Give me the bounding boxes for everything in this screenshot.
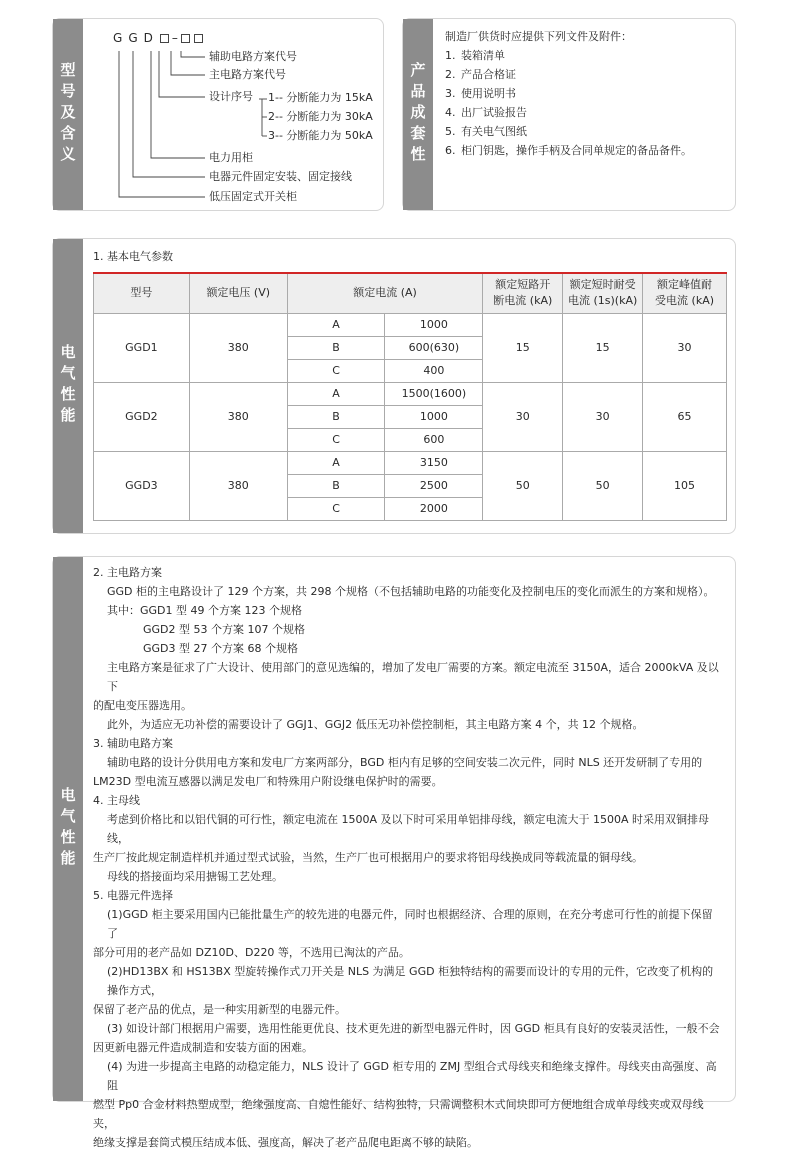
supply-side-label: 产品成套性 (403, 19, 433, 210)
header-short: 额定短路开 断电流 (kA) (483, 273, 563, 313)
s4-title: 4. 主母线 (93, 794, 140, 807)
list-item: 6. 柜门钥匙，操作手柄及合同单规定的备品备件。 (445, 144, 692, 157)
electric-text-card (52, 556, 736, 1149)
table-header-row (94, 273, 727, 313)
list-item: 5. 有关电气图纸 (445, 125, 527, 138)
label-design-opt-3: 3-- 分断能力为 50kA (268, 129, 373, 142)
label-design-opt-2: 2-- 分断能力为 30kA (268, 110, 373, 123)
electric-text-body: 2. 主电路方案 GGD 柜的主电路设计了 129 个方案，共 298 个规格（不包括辅助电路的功能变化及控制电压的变化而派生的方案和规格）。 其中：GGD1 型 49 个方案 123 个规格 GGD2 型 53 个方案 107 个规格 GGD3 型 27 个方案 68 个规格 主电路方案是征求了广大设计、使用部门的意见选编的，增加了发电厂需要的方案。额定电流至 3150A，适合 2000kVA 及以下 的配电变压器选用。 此外，为适应无功补偿的需要设计了 GGJ1、GGJ2 低压无功补偿控制柜，其主电路方案 4 个，共 12 个规格。 3. 辅助电路方案 辅助电路的设计分供用电方案和发电厂方案两部分，BGD 柜内有足够的空间安装二次元件，同时 NLS 还开发研制了专用的 LM23D 型电流互感器以满足发电厂和特殊用户附设继电保护时的需要。 4. 主母线 考虑到价格比和以铝代铜的可行性，额定电流在 1500A 及以下时可采用单铝排母线，额定电流大于 1500A 时采用双铜排母线， 生产厂按此规定制造样机并通过型式试验，当然，生产厂也可根据用户的要求将铝母线换成同等载流量的铜母线。 母线的搭接面均采用搪锡工艺处理。 5. 电器元件选择 (1)GGD 柜主要采用国内已能批量生产的较先进的电器元件，同时也根据经济、合理的原则，在充分考虑可行性的前提下保留了 部分可用的老产品如 DZ10D、D220 等，不选用已淘汰的产品。 (2)HD13BX 和 HS13BX 型旋转操作式刀开关是 NLS 为满足 GGD 柜独特结构的需要而设计的专用的元件，它改变了机构的操作方式， 保留了老产品的优点，是一种实用新型的电器元件。 (3) 如设计部门根据用户需要，选用性能更优良、技术更先进的新型电器元件时，因 GGD 柜具有良好的安装灵活性，一般不会 因更新电器元件造成制造和安装方面的困难。 (4) 为进一步提高主电路的动稳定能力，NLS 设计了 GGD 柜专用的 ZMJ 型组合式母线夹和绝缘支撑件。母线夹由高强度、高阻 燃型 Pp0 合金材料热塑成型，绝缘强度高、自熄性能好、结构独特，只需调整积木式间块即可方便地组合成单母线夹或双母线夹， 绝缘支撑是套筒式模压结成本低、强度高，解决了老产品爬电距离不够的缺陷。 (93, 563, 723, 1152)
header-voltage: 额定电压 (V) (189, 273, 287, 313)
header-short-time: 额定短时耐受 电流 (1s)(kA) (563, 273, 643, 313)
code-letter-g1: G (113, 31, 127, 45)
section-title: 1. 基本电气参数 (93, 250, 173, 263)
table-row: B 600(630) (94, 336, 727, 359)
table-row: B 2500 (94, 474, 727, 497)
supply-intro: 制造厂供货时应提供下列文件及附件： (445, 30, 632, 43)
s3-title: 3. 辅助电路方案 (93, 737, 173, 750)
code-letter-d: D (143, 31, 157, 45)
electric-params-table (93, 272, 727, 521)
electric-side-label: 电气性能 (53, 239, 83, 533)
supply-list (445, 27, 692, 160)
electric-text-side-label: 电气性能 (53, 557, 83, 1101)
list-item: 4. 出厂试验报告 (445, 106, 527, 119)
table-row: C 600 (94, 428, 727, 451)
table-row: GGD1 380 A 1000 15 15 30 (94, 313, 727, 336)
electric-table-card (52, 238, 736, 534)
supply-card (402, 18, 736, 211)
list-item: 2. 产品合格证 (445, 68, 516, 81)
header-model: 型号 (94, 273, 190, 313)
label-design-opt-1: 1-- 分断能力为 15kA (268, 91, 373, 104)
s2-title: 2. 主电路方案 (93, 566, 162, 579)
code-letter-g2: G (128, 31, 142, 45)
label-aux-circuit: 辅助电路方案代号 (209, 50, 297, 63)
table-row: C 400 (94, 359, 727, 382)
table-row: B 1000 (94, 405, 727, 428)
s5-title: 5. 电器元件选择 (93, 889, 173, 902)
model-card (52, 18, 384, 211)
header-current: 额定电流 (A) (287, 273, 483, 313)
header-peak: 额定峰值耐 受电流 (kA) (643, 273, 727, 313)
list-item: 1. 装箱清单 (445, 49, 505, 62)
model-side-label: 型号及含义 (53, 19, 83, 210)
label-design-no: 设计序号 (209, 90, 253, 103)
code-dash: – (171, 31, 178, 45)
label-main-circuit: 主电路方案代号 (209, 68, 286, 81)
table-row: GGD2 380 A 1500(1600) 30 30 65 (94, 382, 727, 405)
list-item: 3. 使用说明书 (445, 87, 516, 100)
table-row: GGD3 380 A 3150 50 50 105 (94, 451, 727, 474)
label-fixed-install: 电器元件固定安装、固定接线 (209, 170, 352, 183)
label-lv-switchgear: 低压固定式开关柜 (209, 190, 297, 203)
table-row: C 2000 (94, 497, 727, 520)
label-power-cabinet: 电力用柜 (209, 151, 253, 164)
